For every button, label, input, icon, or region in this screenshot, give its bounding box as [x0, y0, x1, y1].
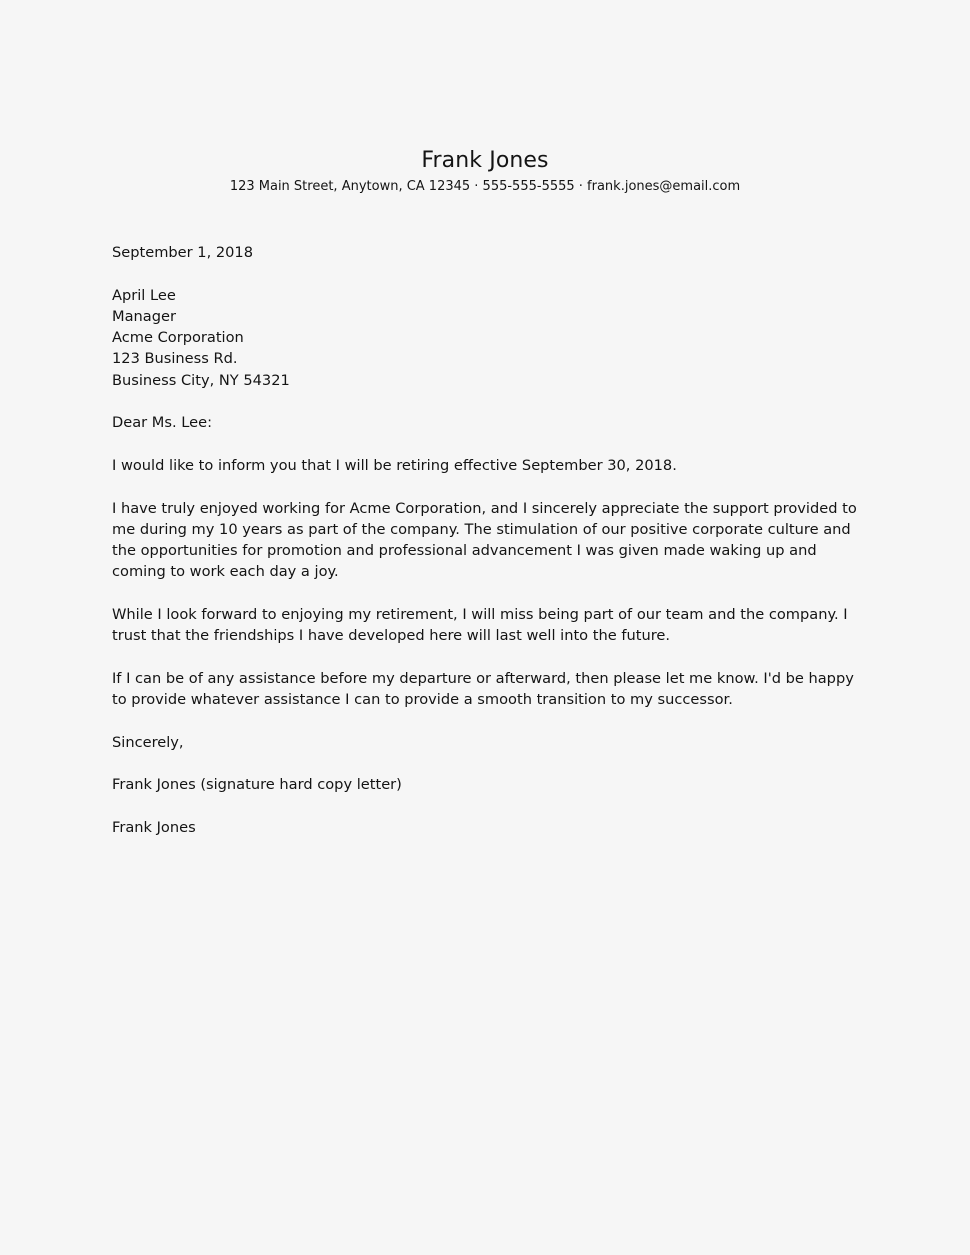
paragraph: I have truly enjoyed working for Acme Corporation, and I sincerely appreciate the support provided to me during my 10 years as part of the company. The stimulation of our positive corporate culture and the opportunities for promotion and professional advancement I was given made waking up and coming to work each day a joy. [112, 499, 857, 581]
paragraph: While I look forward to enjoying my retirement, I will miss being part of our team and the company. I trust that the friendships I have developed here will last well into the future. [112, 606, 848, 645]
recipient-street: 123 Business Rd. [112, 350, 238, 368]
salutation: Dear Ms. Lee: [112, 414, 213, 432]
recipient-city: Business City, NY 54321 [112, 371, 290, 389]
letter-body [112, 242, 872, 860]
paragraph: I would like to inform you that I will be retiring effective September 30, 2018. [112, 456, 677, 474]
signature: Frank Jones (signature hard copy letter) [112, 776, 402, 794]
letterhead [0, 146, 970, 197]
recipient-name: April Lee [112, 286, 176, 304]
letter-date: September 1, 2018 [112, 244, 254, 261]
recipient-address [112, 285, 872, 391]
paragraph: If I can be of any assistance before my departure or afterward, then please let me know. I'd be happy to provide whatever assistance I can to provide a smooth transition to my successor. [112, 669, 854, 709]
recipient-company: Acme Corporation [112, 329, 244, 347]
sender-contact: 123 Main Street, Anytown, CA 12345 · 555-555-5555 · frank.jones@email.com [229, 179, 741, 194]
typed-name: Frank Jones [112, 819, 196, 837]
sender-name: Frank Jones [421, 148, 549, 173]
recipient-title: Manager [112, 307, 176, 325]
closing: Sincerely, [112, 733, 184, 751]
